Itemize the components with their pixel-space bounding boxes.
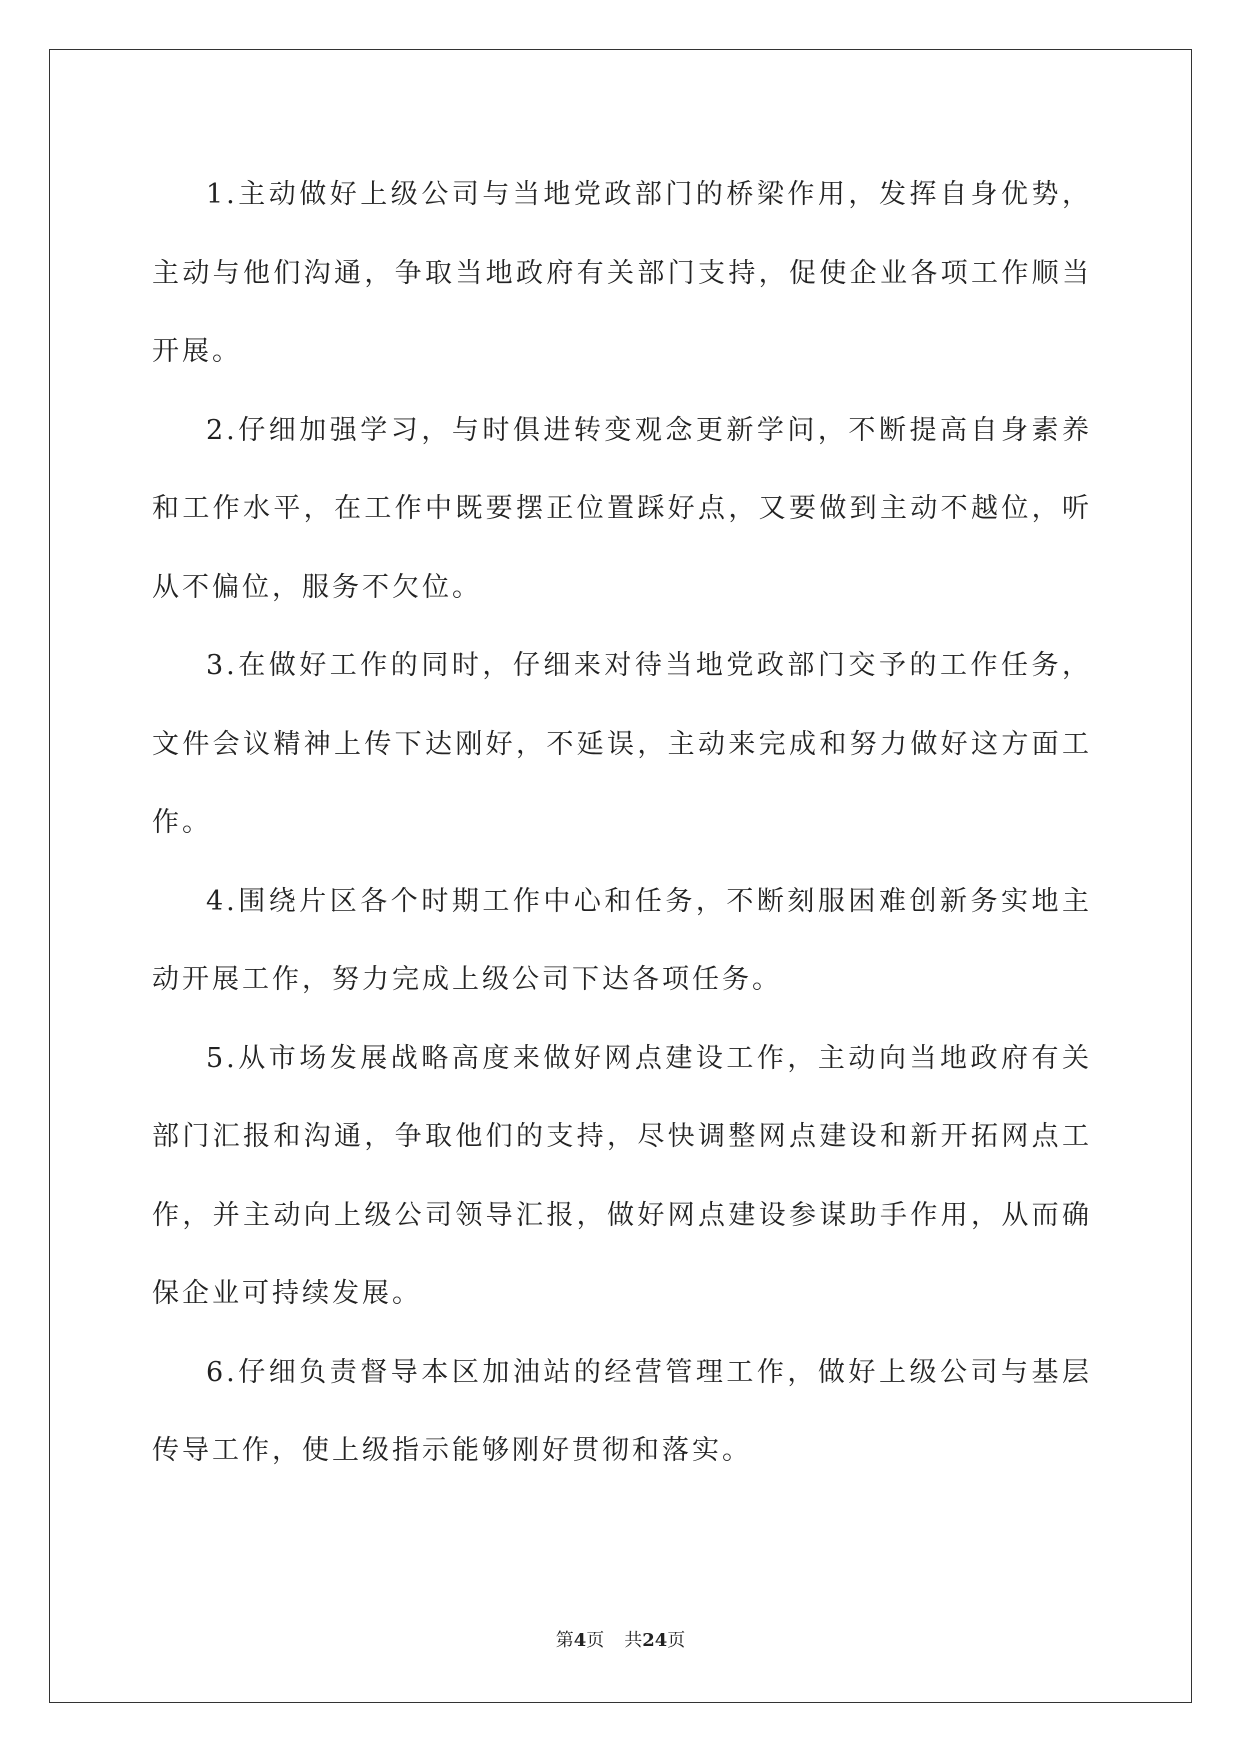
paragraph-5: 5.从市场发展战略高度来做好网点建设工作，主动向当地政府有关部门汇报和沟通，争取他们的支持，尽快调整网点建设和新开拓网点工作，并主动向上级公司领导汇报，做好网点建设参谋助手作用，从而确保企业可持续发展。 <box>152 1042 1092 1309</box>
total-page-count: 24 <box>642 1630 668 1651</box>
page-suffix: 页 <box>586 1630 605 1651</box>
page-prefix: 第 <box>555 1630 574 1651</box>
document-body <box>152 156 1092 1491</box>
page-footer <box>0 1626 1241 1652</box>
paragraph-3: 3.在做好工作的同时，仔细来对待当地党政部门交予的工作任务，文件会议精神上传下达刚好，不延误，主动来完成和努力做好这方面工作。 <box>152 650 1092 838</box>
paragraph-1: 1.主动做好上级公司与当地党政部门的桥梁作用，发挥自身优势，主动与他们沟通，争取当地政府有关部门支持，促使企业各项工作顺当开展。 <box>152 179 1092 367</box>
current-page-number: 4 <box>573 1630 587 1651</box>
paragraph-6: 6.仔细负责督导本区加油站的经营管理工作，做好上级公司与基层传导工作，使上级指示能够刚好贯彻和落实。 <box>152 1356 1092 1466</box>
total-prefix: 共 <box>624 1630 643 1651</box>
paragraph-4: 4.围绕片区各个时期工作中心和任务，不断刻服困难创新务实地主动开展工作，努力完成上级公司下达各项任务。 <box>152 885 1092 995</box>
total-suffix: 页 <box>667 1630 686 1651</box>
paragraph-2: 2.仔细加强学习，与时俱进转变观念更新学问，不断提高自身素养和工作水平，在工作中既要摆正位置踩好点，又要做到主动不越位，听从不偏位，服务不欠位。 <box>152 414 1092 603</box>
